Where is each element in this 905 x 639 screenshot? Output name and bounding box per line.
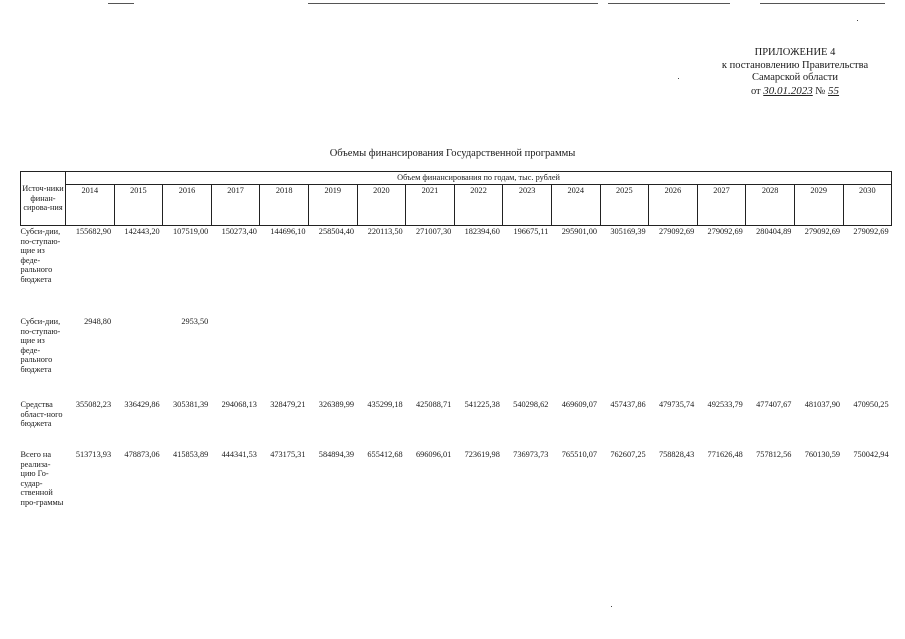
value-cell: 584894,39 <box>318 450 355 459</box>
scan-edge-line <box>308 3 598 4</box>
year-header: 2026 <box>649 185 698 226</box>
value-cell: 279092,69 <box>804 227 840 236</box>
table-body <box>21 226 892 531</box>
appendix-title: ПРИЛОЖЕНИЕ 4 <box>754 47 836 58</box>
value-cell: 258504,40 <box>318 227 355 236</box>
value-cell: 760130,59 <box>804 450 840 459</box>
value-cell: 415853,89 <box>173 450 209 459</box>
value-cell: 425088,71 <box>415 400 452 409</box>
date-value: 30.01.2023 <box>763 84 813 97</box>
value-cell <box>600 317 649 400</box>
value-cell: 541225,38 <box>464 400 500 409</box>
value-cell: 150273,40 <box>221 227 257 236</box>
value-cell: 478873,06 <box>124 450 160 459</box>
source-header: Источ-ники финан-сирова-ния <box>21 172 66 226</box>
value-cell: 305169,39 <box>610 227 646 236</box>
value-cell <box>843 317 892 400</box>
value-cell: 182394,60 <box>464 227 500 236</box>
year-header: 2015 <box>114 185 163 226</box>
value-cell <box>211 317 260 400</box>
row-label: Всего на реализа-цию Го-судар-ственной про-граммы <box>20 450 64 507</box>
value-cell: 479735,74 <box>658 400 695 409</box>
value-cell: 107519,00 <box>173 227 209 236</box>
year-header: 2020 <box>357 185 406 226</box>
year-header: 2017 <box>211 185 260 226</box>
value-cell: 444341,53 <box>221 450 257 459</box>
year-header: 2016 <box>163 185 212 226</box>
value-cell: 757812,56 <box>756 450 792 459</box>
row-label: Субси-дии, по-ступаю-щие из феде-рального бюджета <box>20 317 61 374</box>
number-prefix: № <box>815 85 826 97</box>
year-header: 2028 <box>746 185 795 226</box>
value-cell <box>649 317 698 400</box>
value-cell: 144696,10 <box>270 227 306 236</box>
value-cell: 655412,68 <box>367 450 403 459</box>
document-title: Объемы финансирования Государственной программы <box>329 148 576 159</box>
row-label: Субси-дии, по-ступаю-щие из феде-рального бюджета <box>20 227 61 284</box>
value-cell: 477407,67 <box>756 400 792 409</box>
year-header: 2018 <box>260 185 309 226</box>
value-cell: 469609,07 <box>561 400 598 409</box>
year-header: 2014 <box>66 185 115 226</box>
date-prefix: от <box>750 85 761 97</box>
value-cell <box>357 317 406 400</box>
value-cell: 326389,99 <box>318 400 355 409</box>
value-cell: 723619,98 <box>464 450 500 459</box>
appendix-subtitle: к постановлению Правительства <box>721 59 869 71</box>
value-cell: 750042,94 <box>853 450 889 459</box>
value-cell <box>406 317 455 400</box>
value-cell: 736973,73 <box>513 450 549 459</box>
table-row <box>21 226 892 318</box>
scan-speck <box>678 78 679 79</box>
value-cell: 279092,69 <box>707 227 743 236</box>
value-cell: 771626,48 <box>707 450 743 459</box>
years-header-row <box>21 185 892 226</box>
value-cell: 762607,25 <box>610 450 646 459</box>
value-cell: 481037,90 <box>804 400 840 409</box>
row-label: Средства област-ного бюджета <box>20 400 63 429</box>
value-cell <box>260 317 309 400</box>
year-header: 2021 <box>406 185 455 226</box>
value-cell: 470950,25 <box>853 400 889 409</box>
value-cell <box>746 317 795 400</box>
year-header: 2024 <box>551 185 600 226</box>
scan-speck <box>857 20 858 21</box>
value-cell: 279092,69 <box>658 227 695 236</box>
number-value: 55 <box>828 84 840 97</box>
appendix-block <box>700 47 890 98</box>
value-cell <box>794 317 843 400</box>
scan-edge-line <box>108 3 134 4</box>
scan-speck <box>611 606 612 607</box>
value-cell: 355082,23 <box>75 400 112 409</box>
appendix-date-line <box>700 85 890 99</box>
value-cell: 305381,39 <box>173 400 209 409</box>
value-cell: 336429,86 <box>124 400 160 409</box>
year-header: 2029 <box>794 185 843 226</box>
value-cell: 540298,62 <box>513 400 549 409</box>
table-row <box>21 400 892 450</box>
value-cell: 295901,00 <box>561 227 598 236</box>
scan-edge-line <box>760 3 885 4</box>
value-cell: 2953,50 <box>181 317 209 326</box>
value-cell: 279092,69 <box>853 227 889 236</box>
value-cell: 435299,18 <box>367 400 403 409</box>
table-row <box>21 450 892 530</box>
year-header: 2023 <box>503 185 552 226</box>
value-cell <box>697 317 746 400</box>
value-cell: 2948,80 <box>84 317 112 326</box>
value-cell <box>114 317 163 400</box>
value-cell <box>551 317 600 400</box>
year-header: 2030 <box>843 185 892 226</box>
value-cell: 492533,79 <box>707 400 743 409</box>
year-header: 2027 <box>697 185 746 226</box>
value-cell: 696096,01 <box>415 450 452 459</box>
value-cell: 328479,21 <box>270 400 306 409</box>
year-header: 2019 <box>308 185 357 226</box>
value-cell <box>503 317 552 400</box>
value-cell: 294068,13 <box>221 400 257 409</box>
funding-by-year-header: Объем финансирования по годам, тыс. рублей <box>66 172 892 185</box>
value-cell <box>308 317 357 400</box>
value-cell: 155682,90 <box>75 227 112 236</box>
value-cell: 196675,11 <box>513 227 549 236</box>
value-cell: 280404,89 <box>756 227 792 236</box>
value-cell: 765510,07 <box>561 450 598 459</box>
year-header: 2025 <box>600 185 649 226</box>
value-cell: 457437,86 <box>610 400 646 409</box>
scan-edge-line <box>608 3 730 4</box>
financing-table <box>20 171 892 530</box>
value-cell <box>454 317 503 400</box>
value-cell: 142443,20 <box>124 227 160 236</box>
value-cell: 220113,50 <box>367 227 403 236</box>
value-cell: 271007,30 <box>415 227 452 236</box>
value-cell: 513713,93 <box>75 450 112 459</box>
year-header: 2022 <box>454 185 503 226</box>
value-cell: 758828,43 <box>658 450 695 459</box>
value-cell: 473175,31 <box>270 450 306 459</box>
appendix-region: Самарской области <box>752 72 838 83</box>
table-row <box>21 317 892 400</box>
